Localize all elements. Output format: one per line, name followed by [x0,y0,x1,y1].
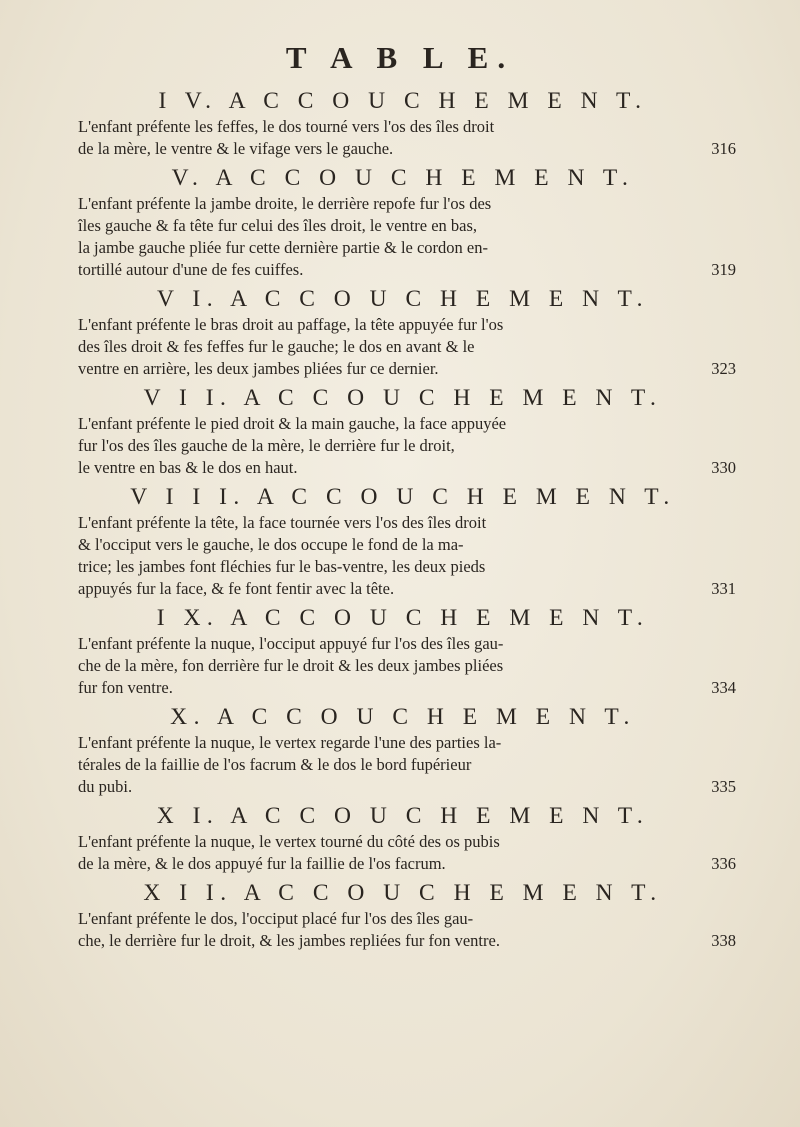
entry-text-line: de la mère, le ventre & le vifage vers le gauche. [78,139,394,158]
section-heading: V I I. A C C O U C H E M E N T. [143,385,663,411]
section-heading: X. A C C O U C H E M E N T. [170,704,636,730]
page-number: 323 [711,359,736,378]
toc-section [78,801,736,875]
page-number: 319 [711,260,736,279]
entry-text-line: du pubi. [78,777,133,796]
entry-text-line: de la mère, & le dos appuyé fur la faillie de l'os facrum. [78,854,446,873]
entry-text-line: la jambe gauche pliée fur cette dernière partie & le cordon en- [78,238,488,257]
entry-text-line: L'enfant préfente la nuque, le vertex tourné du côté des os pubis [78,832,500,851]
entry-text-line: tortillé autour d'une de fes cuiffes. [78,260,304,279]
toc-section [78,878,736,952]
page-number: 335 [711,777,736,796]
toc-section [78,482,736,600]
section-entry [78,413,736,479]
section-entry [78,314,736,380]
entry-text-line: L'enfant préfente le pied droit & la main gauche, la face appuyée [78,414,507,433]
table-of-contents [78,86,736,955]
entry-text-line: fur fon ventre. [78,678,173,697]
page-number: 330 [711,458,736,477]
entry-text-line: L'enfant préfente la nuque, l'occiput appuyé fur l'os des îles gau- [78,634,504,653]
entry-text-line: L'enfant préfente les feffes, le dos tourné vers l'os des îles droit [78,117,495,136]
entry-text-line: trice; les jambes font fléchies fur le bas-ventre, les deux pieds [78,557,486,576]
section-entry [78,831,736,875]
entry-text-line: appuyés fur la face, & fe font fentir avec la tête. [78,579,395,598]
toc-section [78,603,736,699]
section-heading: V I I I. A C C O U C H E M E N T. [130,484,676,510]
page-number: 334 [711,678,736,697]
page-number: 316 [711,139,736,158]
entry-text-line: & l'occiput vers le gauche, le dos occupe le fond de la ma- [78,535,464,554]
section-heading: V I. A C C O U C H E M E N T. [156,286,650,312]
entry-text-line: L'enfant préfente le bras droit au paffage, la tête appuyée fur l'os [78,315,504,334]
entry-text-line: ventre en arrière, les deux jambes pliées fur ce dernier. [78,359,439,378]
entry-text-line: L'enfant préfente le dos, l'occiput placé fur l'os des îles gau- [78,909,474,928]
section-entry [78,512,736,600]
running-head: T A B L E. [285,40,515,75]
entry-text-line: des îles droit & fes feffes fur le gauche; le dos en avant & le [78,337,475,356]
entry-text-line: L'enfant préfente la tête, la face tournée vers l'os des îles droit [78,513,487,532]
toc-section [78,284,736,380]
section-heading: V. A C C O U C H E M E N T. [171,165,635,191]
section-entry [78,633,736,699]
toc-section [78,86,736,160]
section-heading: I X. A C C O U C H E M E N T. [156,605,650,631]
entry-text-line: le ventre en bas & le dos en haut. [78,458,298,477]
section-heading: I V. A C C O U C H E M E N T. [158,88,648,114]
entry-text-line: che de la mère, fon derrière fur le droit & les deux jambes pliées [78,656,504,675]
section-entry [78,908,736,952]
entry-text-line: térales de la faillie de l'os facrum & le dos le bord fupérieur [78,755,472,774]
section-heading: X I. A C C O U C H E M E N T. [156,803,650,829]
section-entry [78,193,736,281]
section-heading: X I I. A C C O U C H E M E N T. [143,880,663,906]
entry-text-line: fur l'os des îles gauche de la mère, le derrière fur le droit, [78,436,455,455]
entry-text-line: L'enfant préfente la nuque, le vertex regarde l'une des parties la- [78,733,502,752]
section-entry [78,116,736,160]
entry-text-line: che, le derrière fur le droit, & les jambes repliées fur fon ventre. [78,931,500,950]
toc-section [78,383,736,479]
page-number: 336 [711,854,736,873]
section-entry [78,732,736,798]
entry-text-line: L'enfant préfente la jambe droite, le derrière repofe fur l'os des [78,194,492,213]
page-number: 338 [711,931,736,950]
toc-section [78,163,736,281]
page-number: 331 [711,579,736,598]
entry-text-line: îles gauche & fa tête fur celui des îles droit, le ventre en bas, [78,216,478,235]
toc-section [78,702,736,798]
